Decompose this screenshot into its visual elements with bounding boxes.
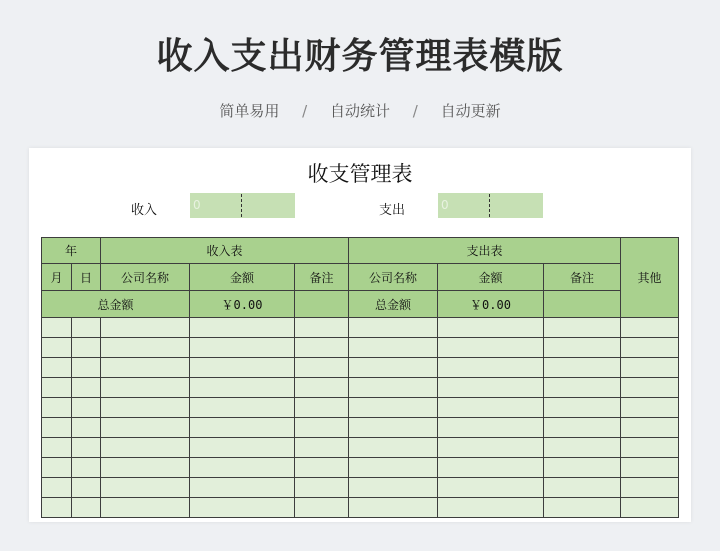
table-row — [42, 498, 679, 518]
table-cell[interactable] — [72, 458, 101, 478]
table-cell[interactable] — [544, 398, 621, 418]
table-cell[interactable] — [190, 498, 295, 518]
separator: / — [302, 102, 308, 120]
table-cell[interactable] — [544, 358, 621, 378]
table-cell[interactable] — [190, 418, 295, 438]
table-cell[interactable] — [101, 318, 190, 338]
table-cell[interactable] — [349, 418, 438, 438]
income-group-header: 收入表 — [101, 238, 349, 264]
table-cell[interactable] — [295, 338, 349, 358]
table-cell[interactable] — [295, 358, 349, 378]
table-cell[interactable] — [101, 398, 190, 418]
table-cell[interactable] — [438, 438, 544, 458]
table-cell[interactable] — [295, 478, 349, 498]
table-cell[interactable] — [438, 458, 544, 478]
income-summary-cell[interactable] — [190, 193, 295, 218]
table-cell[interactable] — [72, 498, 101, 518]
table-cell[interactable] — [438, 318, 544, 338]
table-cell[interactable] — [42, 418, 72, 438]
table-cell[interactable] — [190, 338, 295, 358]
table-cell[interactable] — [438, 498, 544, 518]
table-cell[interactable] — [295, 438, 349, 458]
sheet-title: 收支管理表 — [307, 162, 413, 186]
table-cell[interactable] — [101, 438, 190, 458]
table-cell[interactable] — [621, 498, 679, 518]
table-cell[interactable] — [438, 358, 544, 378]
table-cell[interactable] — [190, 358, 295, 378]
table-cell[interactable] — [621, 338, 679, 358]
table-row — [42, 318, 679, 338]
table-cell[interactable] — [349, 358, 438, 378]
table-cell[interactable] — [190, 398, 295, 418]
table-cell[interactable] — [72, 358, 101, 378]
cell-divider — [489, 194, 490, 217]
expense-total-value: ￥0.00 — [438, 291, 544, 318]
table-cell[interactable] — [438, 478, 544, 498]
cell-divider — [241, 194, 242, 217]
table-cell[interactable] — [621, 458, 679, 478]
table-row — [42, 398, 679, 418]
table-cell[interactable] — [42, 478, 72, 498]
table-cell[interactable] — [101, 418, 190, 438]
table-cell[interactable] — [438, 398, 544, 418]
table-cell[interactable] — [42, 338, 72, 358]
table-cell[interactable] — [190, 478, 295, 498]
table-cell[interactable] — [544, 378, 621, 398]
table-cell[interactable] — [101, 378, 190, 398]
income-summary-value: 0 — [193, 198, 201, 212]
header-row-columns — [42, 264, 679, 291]
table-cell[interactable] — [349, 398, 438, 418]
table-row — [42, 338, 679, 358]
income-expense-table — [41, 237, 679, 518]
table-cell[interactable] — [42, 378, 72, 398]
table-cell[interactable] — [72, 398, 101, 418]
table-cell[interactable] — [42, 438, 72, 458]
year-header: 年 — [42, 238, 101, 264]
table-cell[interactable] — [349, 438, 438, 458]
table-cell[interactable] — [349, 458, 438, 478]
table-row — [42, 438, 679, 458]
day-header: 日 — [72, 264, 101, 291]
table-cell[interactable] — [544, 418, 621, 438]
table-cell[interactable] — [101, 458, 190, 478]
table-cell[interactable] — [190, 318, 295, 338]
table-cell[interactable] — [621, 358, 679, 378]
expense-company-header: 公司名称 — [349, 264, 438, 291]
table-cell[interactable] — [621, 378, 679, 398]
table-cell[interactable] — [349, 338, 438, 358]
table-cell[interactable] — [349, 318, 438, 338]
separator: / — [412, 102, 418, 120]
table-cell[interactable] — [621, 478, 679, 498]
table-cell[interactable] — [438, 378, 544, 398]
table-cell[interactable] — [349, 478, 438, 498]
table-cell[interactable] — [544, 498, 621, 518]
table-row — [42, 418, 679, 438]
table-cell[interactable] — [438, 338, 544, 358]
income-company-header: 公司名称 — [101, 264, 190, 291]
table-cell[interactable] — [544, 438, 621, 458]
expense-note-header: 备注 — [544, 264, 621, 291]
table-cell[interactable] — [101, 498, 190, 518]
table-cell[interactable] — [42, 458, 72, 478]
table-cell[interactable] — [42, 318, 72, 338]
expense-amount-header: 金额 — [438, 264, 544, 291]
table-cell[interactable] — [295, 498, 349, 518]
total-row — [42, 291, 679, 318]
data-rows — [42, 318, 679, 518]
table-cell[interactable] — [101, 358, 190, 378]
feature-easy: 简单易用 — [219, 102, 280, 120]
expense-group-header: 支出表 — [349, 238, 621, 264]
table-cell[interactable] — [72, 338, 101, 358]
table-cell[interactable] — [349, 378, 438, 398]
table-cell[interactable] — [42, 498, 72, 518]
table-row — [42, 478, 679, 498]
feature-tagline — [0, 100, 720, 121]
table-cell[interactable] — [72, 478, 101, 498]
income-summary-label: 收入 — [131, 203, 158, 218]
table-cell[interactable] — [295, 458, 349, 478]
table-cell[interactable] — [101, 338, 190, 358]
table-row — [42, 378, 679, 398]
table-cell[interactable] — [72, 418, 101, 438]
expense-summary-cell[interactable] — [438, 193, 543, 218]
table-row — [42, 458, 679, 478]
table-cell[interactable] — [295, 398, 349, 418]
expense-total-label: 总金额 — [349, 291, 438, 318]
spreadsheet-preview — [29, 148, 691, 522]
table-cell[interactable] — [349, 498, 438, 518]
table-cell[interactable] — [72, 318, 101, 338]
table-cell[interactable] — [621, 438, 679, 458]
expense-total-note — [544, 291, 621, 318]
table-cell[interactable] — [544, 338, 621, 358]
month-header: 月 — [42, 264, 72, 291]
table-cell[interactable] — [295, 318, 349, 338]
table-cell[interactable] — [190, 378, 295, 398]
table-row — [42, 358, 679, 378]
header-row-groups — [42, 238, 679, 264]
income-note-header: 备注 — [295, 264, 349, 291]
income-total-note — [295, 291, 349, 318]
table-cell[interactable] — [621, 318, 679, 338]
income-total-value: ￥0.00 — [190, 291, 295, 318]
table-cell[interactable] — [190, 438, 295, 458]
table-cell[interactable] — [438, 418, 544, 438]
expense-summary-label: 支出 — [379, 203, 406, 218]
table-cell[interactable] — [544, 458, 621, 478]
income-total-label: 总金额 — [42, 291, 190, 318]
table-cell[interactable] — [190, 458, 295, 478]
table-cell[interactable] — [621, 398, 679, 418]
expense-summary-value: 0 — [441, 198, 449, 212]
feature-auto-stats: 自动统计 — [329, 102, 390, 120]
table-cell[interactable] — [295, 378, 349, 398]
table-cell[interactable] — [544, 478, 621, 498]
table-cell[interactable] — [72, 378, 101, 398]
table-cell[interactable] — [295, 418, 349, 438]
table-cell[interactable] — [101, 478, 190, 498]
other-header: 其他 — [621, 238, 679, 318]
page-title: 收入支出财务管理表模版 — [156, 36, 564, 77]
income-amount-header: 金额 — [190, 264, 295, 291]
feature-auto-update: 自动更新 — [440, 102, 501, 120]
table-cell[interactable] — [621, 418, 679, 438]
table-cell[interactable] — [42, 398, 72, 418]
table-cell[interactable] — [544, 318, 621, 338]
table-cell[interactable] — [72, 438, 101, 458]
table-cell[interactable] — [42, 358, 72, 378]
